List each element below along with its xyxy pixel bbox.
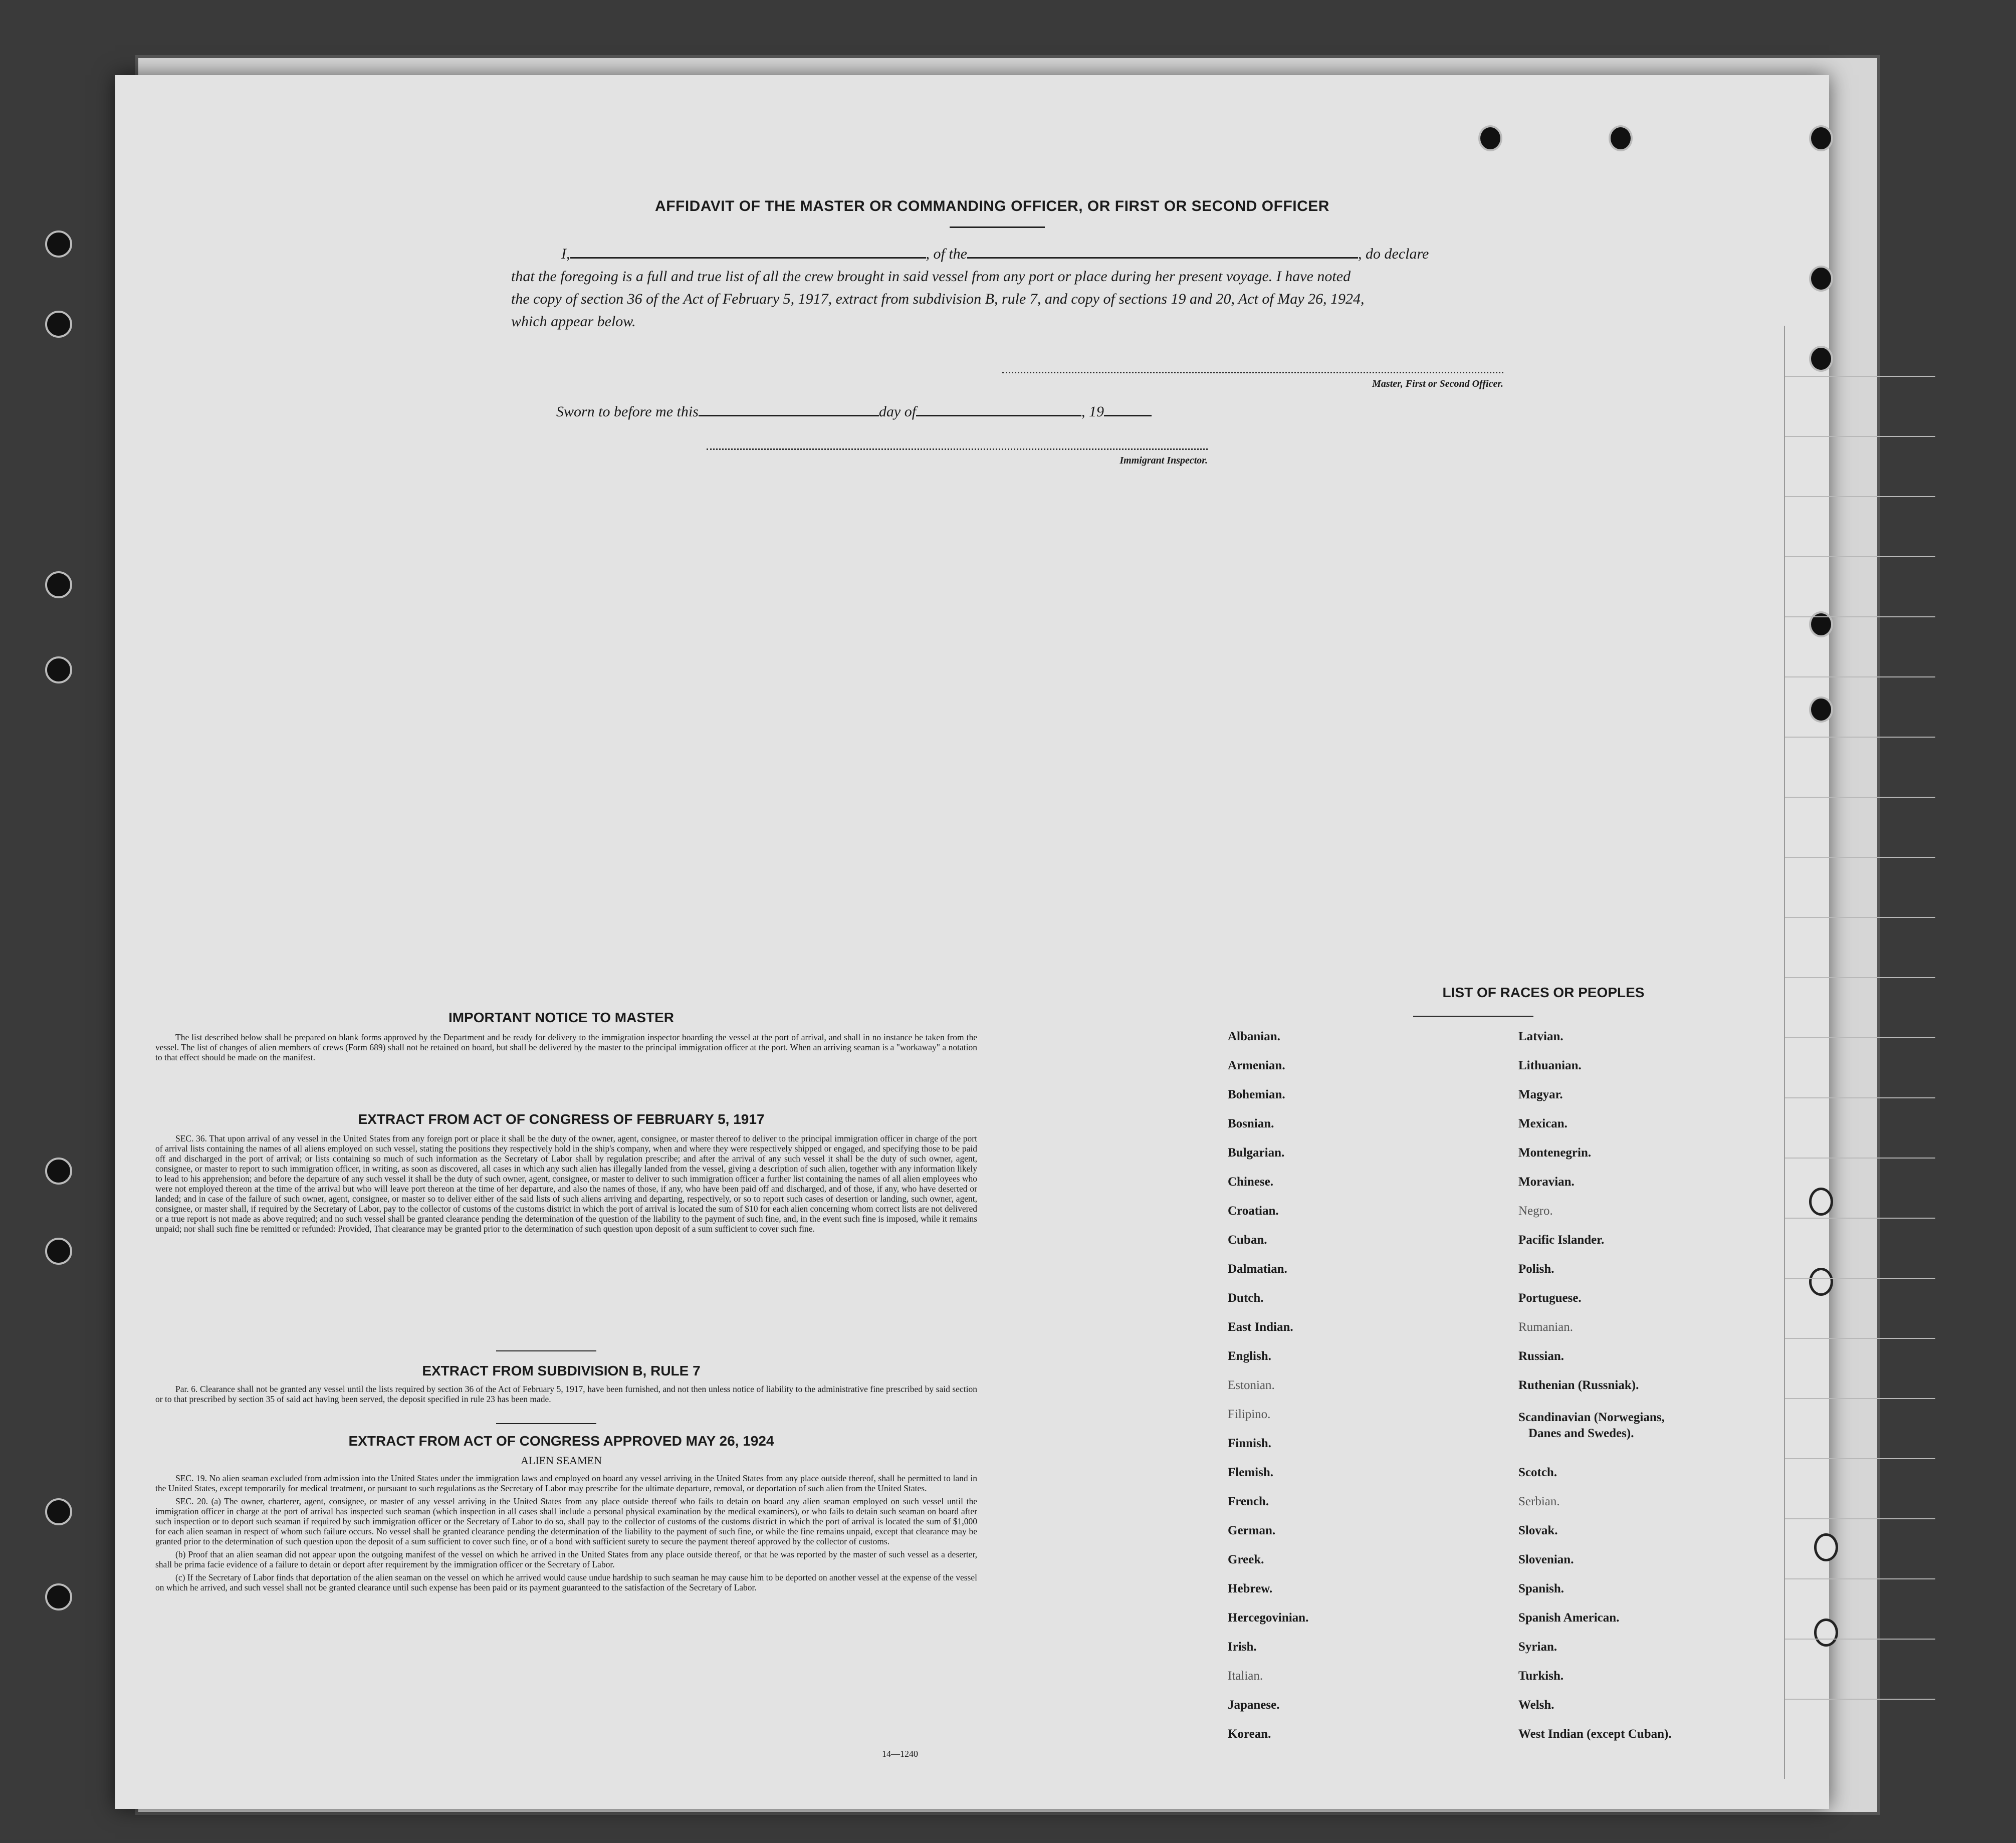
race-right: Russian. xyxy=(1518,1349,1564,1363)
race-right: Ruthenian (Russniak). xyxy=(1518,1378,1639,1392)
race-left: Albanian. xyxy=(1228,1030,1280,1043)
binder-hole xyxy=(45,311,72,338)
race-left: Bulgarian. xyxy=(1228,1146,1285,1160)
vessel-name-blank[interactable] xyxy=(967,257,1358,259)
race-left: Japanese. xyxy=(1228,1698,1280,1712)
extract-1924-title: EXTRACT FROM ACT OF CONGRESS APPROVED MAY 26, 1924 xyxy=(348,1433,774,1449)
notice-title: IMPORTANT NOTICE TO MASTER xyxy=(448,1010,675,1025)
binder-hole xyxy=(45,656,72,683)
race-left: Hercegovinian. xyxy=(1228,1611,1309,1625)
race-left: Flemish. xyxy=(1228,1466,1273,1479)
binder-hole xyxy=(45,1238,72,1265)
sworn-day-blank[interactable] xyxy=(699,415,879,416)
bleed-through-grid xyxy=(1784,326,1935,1779)
sec20a-text: SEC. 20. (a) The owner, charterer, agent, consignee, or master of any vessel arriving in the United States from any place outside thereof who fails to detain on board any alien seaman employed on such vessel until the immigration officer in charge at the port of arrival has inspected such seaman (which inspection in all cases shall include a personal physical examination by the medical examiners), or who fails to detain such seaman on board after such inspection or to deport such seaman if required by such immigration officer or the Secretary of Labor to do so, shall pay to the collector of customs of the customs district in which the port of arrival is located the sum of $1,000 for each alien seaman in respect of whom such failure occurs. No vessel shall be granted clearance pending the determination of the liability to the payment of such fine, or while the fine remains unpaid, except that clearance may be granted prior to the determination of such question upon the deposit of a sum sufficient to cover such fine, or of a bond with sufficient surety to secure the payment thereof approved by the collector of customs. xyxy=(155,1496,977,1546)
extract-1917-title: EXTRACT FROM ACT OF CONGRESS OF FEBRUARY 5, 1917 xyxy=(358,1111,765,1127)
binder-hole xyxy=(1609,125,1633,151)
race-right: Scandinavian (Norwegians, xyxy=(1518,1411,1665,1424)
race-left: East Indian. xyxy=(1228,1320,1293,1334)
binder-hole xyxy=(45,231,72,258)
extract-1917-body xyxy=(155,1133,977,1237)
of-the-label: , of the xyxy=(926,246,967,262)
race-right: Syrian. xyxy=(1518,1640,1557,1654)
race-left: Chinese. xyxy=(1228,1175,1273,1189)
race-right: Polish. xyxy=(1518,1262,1554,1276)
affidavit-i-label: I, xyxy=(561,246,570,262)
race-right: Slovak. xyxy=(1518,1524,1558,1537)
sec20b-text: (b) Proof that an alien seaman did not appear upon the outgoing manifest of the vessel on which he arrived in the United States from any place outside thereof, or that he was reported by the master of such vessel as a deserter, shall be prima facie evidence of a failure to detain or deport after requirement by the immigration officer or the Secretary of Labor. xyxy=(155,1549,977,1569)
race-left: Cuban. xyxy=(1228,1233,1267,1247)
sec19-text: SEC. 19. No alien seaman excluded from admission into the United States under the immigration laws and employed on board any vessel arriving in the United States from any place outside thereof, shall be permitted to land in the United States, except temporarily for medical treatment, or pursuant to such regulations as the Secretary of Labor may prescribe for the ultimate departure, removal, or deportation of such alien from the United States. xyxy=(155,1473,977,1493)
sworn-year-blank[interactable] xyxy=(1104,415,1152,416)
race-left: Croatian. xyxy=(1228,1204,1279,1218)
race-right: Magyar. xyxy=(1518,1088,1563,1101)
affidavit-body-2: the copy of section 36 of the Act of February 5, 1917, extract from subdivision B, rule 7, and copy of sections 19 and 20, Act of May 26, 1924, xyxy=(511,291,1365,307)
do-declare-label: , do declare xyxy=(1358,246,1429,262)
race-right: Slovenian. xyxy=(1518,1553,1574,1566)
race-left: French. xyxy=(1228,1495,1269,1508)
binder-hole xyxy=(1809,125,1833,151)
race-left: Greek. xyxy=(1228,1553,1264,1566)
extract-1917-text: SEC. 36. That upon arrival of any vessel in the United States from any foreign port or place it shall be the duty of the owner, agent, consignee, or master thereof to deliver to the principal immigration officer in charge of the port of arrival lists containing the names of all aliens employed on such vessel, stating the positions they respectively hold in the ship's company, when and where they were respectively shipped or engaged, and specifying those to be paid off and discharged in the port of arrival; or lists containing so much of such information as the Secretary of Labor shall by regulation prescribe; and after the arrival of any such vessel it shall be the duty of such owner, agent, consignee, or master to report to such immigration officer, in writing, as soon as discovered, all cases in which any such alien has illegally landed from the vessel, giving a description of such alien, together with any information likely to lead to his apprehension; and before the departure of any such vessel it shall be the duty of such owner, agent, consignee, or master to deliver to such immigration officer a further list containing the names of all alien employees who were not employed thereon at the time of the arrival but who will leave port thereon at the time of her departure, and also the names of those, if any, who have been paid off and discharged, and of those, if any, who have deserted or landed; and in case of the failure of such owner, agent, consignee, or master so to deliver either of the said lists of such aliens arriving and departing, respectively, or so to report such cases of desertion or landing, such owner, agent, consignee, or master shall, if required by the Secretary of Labor, pay to the collector of customs of the customs district in which the port of arrival is located the sum of $10 for each alien concerning whom correct lists are not delivered or a true report is not made as above required; and no such vessel shall be granted clearance pending the determination of the question of the liability to the payment of such fine, and, in the event such fine is imposed, while it remains unpaid; nor shall such fine be remitted or refunded: Provided, That clearance may be granted prior to the determination of such question upon deposit of a sum sufficient to cover such fine. xyxy=(155,1133,977,1234)
extract-rule7-body xyxy=(155,1384,977,1407)
binder-hole xyxy=(45,1498,72,1525)
master-signature-label: Master, First or Second Officer. xyxy=(1372,378,1503,389)
race-right: Serbian. xyxy=(1518,1495,1560,1508)
race-left: Finnish. xyxy=(1228,1437,1271,1450)
race-left: German. xyxy=(1228,1524,1276,1537)
title-divider xyxy=(950,226,1045,228)
race-right: West Indian (except Cuban). xyxy=(1518,1727,1672,1741)
master-name-blank[interactable] xyxy=(570,257,926,259)
race-left: Italian. xyxy=(1228,1669,1263,1683)
form-code: 14—1240 xyxy=(882,1749,918,1759)
race-left: Bohemian. xyxy=(1228,1088,1285,1101)
binder-hole xyxy=(1809,266,1833,292)
binder-hole xyxy=(45,1583,72,1610)
sec20c-text: (c) If the Secretary of Labor finds that deportation of the alien seaman on the vessel on which he arrived would cause undue hardship to such seaman he may cause him to be deported on another vessel at the expense of the vessel on which he arrived, and such vessel shall not be granted clearance until such expense has been paid or its payment guaranteed to the satisfaction of the Secretary of Labor. xyxy=(155,1572,977,1592)
race-right: Latvian. xyxy=(1518,1030,1563,1043)
race-left: English. xyxy=(1228,1349,1271,1363)
document-page xyxy=(115,75,1829,1809)
race-right: Lithuanian. xyxy=(1518,1059,1582,1072)
notice-body xyxy=(155,1032,977,1065)
affidavit-body-3: which appear below. xyxy=(511,313,636,330)
binder-hole xyxy=(45,571,72,598)
race-right: Pacific Islander. xyxy=(1518,1233,1605,1247)
race-right: Mexican. xyxy=(1518,1117,1567,1130)
race-right: Moravian. xyxy=(1518,1175,1575,1189)
race-left: Korean. xyxy=(1228,1727,1271,1741)
race-left: Bosnian. xyxy=(1228,1117,1274,1130)
race-left: Armenian. xyxy=(1228,1059,1285,1072)
affidavit-body-1: that the foregoing is a full and true list of all the crew brought in said vessel from any port or place during her present voyage. I have noted xyxy=(511,268,1351,285)
section-divider xyxy=(496,1423,596,1424)
races-divider xyxy=(1413,1016,1533,1017)
race-right: Danes and Swedes). xyxy=(1528,1427,1634,1440)
sworn-line xyxy=(556,401,1258,423)
affidavit-title: AFFIDAVIT OF THE MASTER OR COMMANDING OFFICER, OR FIRST OR SECOND OFFICER xyxy=(655,198,1329,214)
race-left: Irish. xyxy=(1228,1640,1257,1654)
race-left: Dutch. xyxy=(1228,1291,1264,1305)
races-title: LIST OF RACES OR PEOPLES xyxy=(1442,985,1645,1000)
sworn-prefix: Sworn to before me this xyxy=(556,403,699,420)
race-left: Filipino. xyxy=(1228,1408,1271,1421)
race-left: Hebrew. xyxy=(1228,1582,1273,1595)
race-right: Rumanian. xyxy=(1518,1320,1574,1334)
extract-rule7-title: EXTRACT FROM SUBDIVISION B, RULE 7 xyxy=(422,1363,701,1378)
affidavit-declaration-line xyxy=(511,243,1614,265)
inspector-signature-label: Immigrant Inspector. xyxy=(1119,455,1208,466)
notice-text: The list described below shall be prepared on blank forms approved by the Department and be ready for delivery to the immigration inspector boarding the vessel at the port of arrival, and shall in no instance be taken from the vessel. The list of changes of alien members of crews (Form 689) shall not be retained on board, but shall be delivered by the master to the principal immigration officer at the port. When an arriving seaman is a "workaway" a notation to that effect should be made on the manifest. xyxy=(155,1032,977,1062)
race-right: Spanish American. xyxy=(1518,1611,1620,1625)
master-signature-line[interactable] xyxy=(1002,372,1503,373)
race-right: Scotch. xyxy=(1518,1466,1557,1479)
binder-hole xyxy=(1478,125,1502,151)
race-right: Montenegrin. xyxy=(1518,1146,1592,1160)
inspector-signature-line[interactable] xyxy=(707,448,1208,450)
extract-1924-subtitle: ALIEN SEAMEN xyxy=(521,1454,602,1467)
race-right: Negro. xyxy=(1518,1204,1553,1218)
sworn-month-blank[interactable] xyxy=(916,415,1081,416)
race-left: Estonian. xyxy=(1228,1378,1275,1392)
sworn-year-label: , 19 xyxy=(1081,403,1104,420)
extract-1924-body xyxy=(155,1473,977,1595)
extract-rule7-text: Par. 6. Clearance shall not be granted any vessel until the lists required by section 36 of the Act of February 5, 1917, have been furnished, and not then unless notice of liability to the administrative fine prescribed by said section or to that prescribed by section 35 of said act having been served, the deposit specified in rule 23 has been made. xyxy=(155,1384,977,1404)
sworn-day-of: day of xyxy=(878,403,917,420)
section-divider xyxy=(496,1350,596,1351)
race-right: Welsh. xyxy=(1518,1698,1554,1712)
binder-hole xyxy=(45,1158,72,1185)
race-right: Turkish. xyxy=(1518,1669,1564,1683)
race-left: Dalmatian. xyxy=(1228,1262,1287,1276)
race-right: Portuguese. xyxy=(1518,1291,1582,1305)
race-right: Spanish. xyxy=(1518,1582,1564,1595)
